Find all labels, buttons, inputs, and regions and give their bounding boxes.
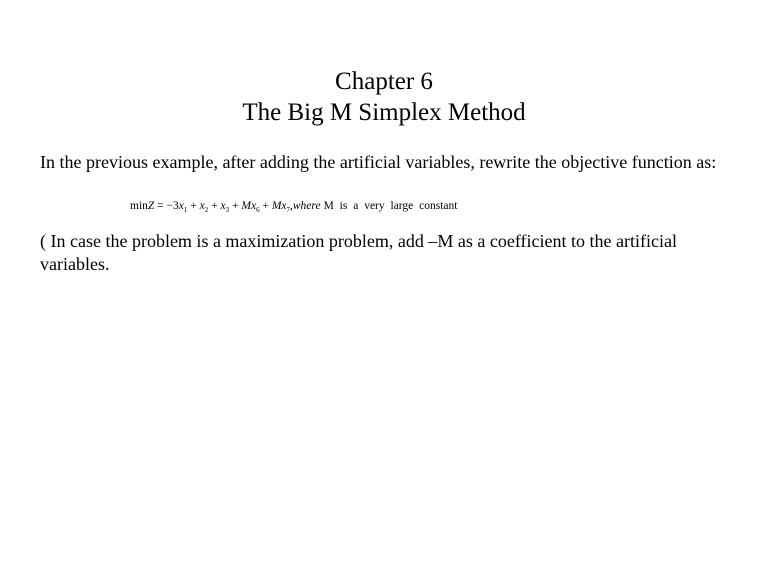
formula-x3: x <box>220 200 226 212</box>
slide-title: The Big M Simplex Method <box>242 99 526 126</box>
formula-sub-2: 2 <box>204 206 209 214</box>
formula-x7: x <box>281 200 287 212</box>
formula-sub-6: 6 <box>256 206 260 214</box>
formula-plus-2: + <box>211 200 218 212</box>
formula-x6: x <box>250 200 257 212</box>
formula-plus-4: + <box>262 200 269 212</box>
formula-description: M is a very large constant <box>323 200 458 212</box>
intro-paragraph: In the previous example, after adding the artificial variables, rewrite the objective function as: <box>40 152 717 172</box>
formula-x1: x <box>178 200 184 212</box>
formula-m7: M <box>271 200 282 212</box>
formula-plus-3: + <box>231 200 239 212</box>
formula-m6: M <box>241 200 251 212</box>
formula-sub-3: 3 <box>225 206 230 214</box>
chapter-heading: Chapter 6 <box>335 68 433 95</box>
objective-function-formula <box>130 198 458 214</box>
note-paragraph: ( In case the problem is a maximization problem, add –M as a coefficient to the artificial variables. <box>40 231 677 274</box>
formula-sub-1: 1 <box>183 206 188 214</box>
formula-comma: , <box>290 200 293 212</box>
formula-x2: x <box>199 200 205 212</box>
formula-z: Z <box>147 200 155 212</box>
formula-plus-1: + <box>190 200 197 212</box>
formula-where: where <box>292 200 321 212</box>
formula-min: min <box>130 200 148 212</box>
formula-eq: = −3 <box>157 200 179 212</box>
formula-sub-7: 7 <box>286 206 291 214</box>
